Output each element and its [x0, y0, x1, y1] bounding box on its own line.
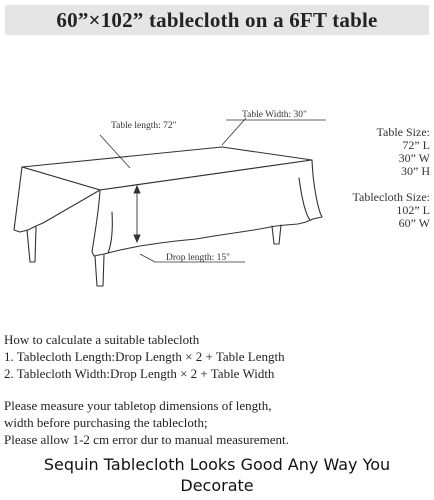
footer-line-2: Decorate: [180, 476, 254, 495]
instructions-note-2: width before purchasing the tablecloth;: [4, 415, 208, 430]
table-size-heading: Table Size:: [376, 125, 430, 139]
table-size-length: 72” L: [402, 138, 430, 152]
instructions-note-1: Please measure your tabletop dimensions of length,: [4, 398, 272, 413]
table-size-spec: [377, 126, 430, 178]
instructions-heading: How to calculate a suitable tablecloth: [4, 332, 200, 347]
page-title: 60”×102” tablecloth on a 6FT table: [56, 7, 378, 32]
instructions-note-3: Please allow 1-2 cm error dur to manual measurement.: [4, 432, 289, 447]
table-leg: [95, 255, 104, 286]
table-leg: [27, 227, 36, 262]
table-size-width: 30” W: [398, 151, 430, 165]
instructions-step-2: 2. Tablecloth Width:Drop Length × 2 + Table Width: [4, 366, 275, 381]
instructions: [4, 331, 289, 448]
tablecloth-size-spec: [353, 191, 430, 230]
tablecloth-size-length: 102” L: [396, 203, 430, 217]
table-width-label: Table Width: 30": [242, 110, 307, 120]
table-leg: [272, 225, 281, 244]
tablecloth-size-width: 60” W: [398, 216, 430, 230]
tablecloth-size-heading: Tablecloth Size:: [352, 190, 430, 204]
table-size-height: 30” H: [401, 164, 430, 178]
footer-slogan: [0, 454, 434, 496]
table-length-label: Table length: 72": [111, 121, 177, 131]
drop-length-label: Drop length: 15": [166, 253, 231, 263]
instructions-step-1: 1. Tablecloth Length:Drop Length × 2 + Table Length: [4, 349, 285, 364]
footer-line-1: Sequin Tablecloth Looks Good Any Way You: [43, 455, 391, 474]
